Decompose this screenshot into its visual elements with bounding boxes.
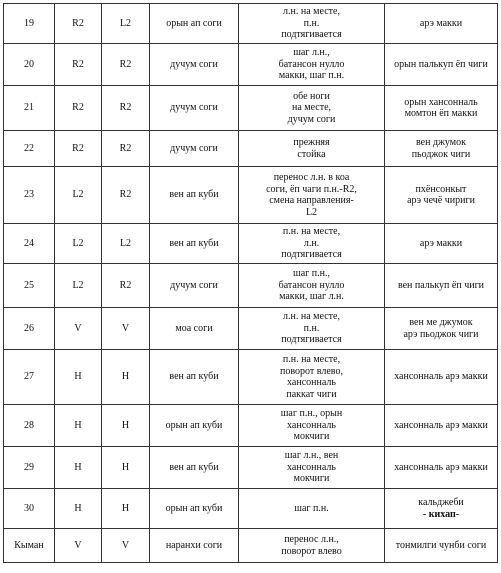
movement-line: перенос л.н.,	[284, 534, 339, 545]
technique-line: пхёнсонкыт	[415, 183, 467, 195]
technique-cell	[385, 447, 498, 489]
movement-line: шаг п.н.,	[293, 268, 330, 280]
direction-start-cell: H	[55, 489, 102, 529]
technique-cell	[385, 489, 498, 529]
movement-cell	[239, 529, 385, 563]
movement-cell	[239, 44, 385, 86]
table-row	[4, 308, 498, 350]
movement-line: л.н.	[303, 237, 320, 249]
movement-line: батансон нулло	[278, 58, 345, 70]
direction-start-cell: L2	[55, 167, 102, 224]
movement-line: мокчиги	[293, 431, 330, 443]
movement-line: п.н. на месте,	[282, 226, 341, 238]
technique-cell	[385, 350, 498, 405]
movement-cell	[239, 405, 385, 447]
technique-line: хансонналь арэ макки	[394, 461, 488, 473]
row-number-cell: 22	[4, 131, 55, 167]
table-row	[4, 86, 498, 131]
technique-line: орын палькуп ёп чиги	[394, 58, 488, 70]
technique-line: пьоджок чиги	[411, 148, 471, 160]
movement-line: хансонналь	[287, 377, 336, 388]
technique-line: арэ макки	[419, 237, 463, 249]
table-row	[4, 447, 498, 489]
direction-end-cell: R2	[102, 131, 150, 167]
movement-line: батансон нулло	[278, 279, 345, 291]
technique-line: арэ чечё чириги	[407, 195, 475, 206]
row-number-cell: Кыман	[4, 529, 55, 563]
table-row	[4, 405, 498, 447]
movement-line: шаг п.н., орын	[280, 408, 343, 420]
movement-line: дучум соги	[287, 113, 336, 125]
technique-cell	[385, 86, 498, 131]
movement-line: л.н. на месте,	[283, 6, 340, 18]
movement-line: п.н.	[303, 322, 320, 334]
movement-cell	[239, 447, 385, 489]
movement-cell	[239, 350, 385, 405]
row-number-cell: 21	[4, 86, 55, 131]
table-row	[4, 350, 498, 405]
row-number-cell: 26	[4, 308, 55, 350]
table-row	[4, 4, 498, 44]
row-number-cell: 27	[4, 350, 55, 405]
movement-line: поворот влево,	[280, 365, 343, 377]
stance-cell: дучум соги	[150, 86, 239, 131]
technique-cell	[385, 44, 498, 86]
direction-end-cell: R2	[102, 167, 150, 224]
table-row	[4, 224, 498, 264]
direction-start-cell: R2	[55, 86, 102, 131]
movement-line: обе ноги	[293, 90, 330, 102]
stance-cell: наранхи соги	[150, 529, 239, 563]
direction-end-cell: L2	[102, 4, 150, 44]
technique-line: вен палькуп ёп чиги	[397, 279, 485, 291]
movement-cell	[239, 167, 385, 224]
table-body	[4, 4, 498, 563]
direction-end-cell: R2	[102, 44, 150, 86]
row-number-cell: 23	[4, 167, 55, 224]
direction-end-cell: R2	[102, 264, 150, 308]
table-row	[4, 44, 498, 86]
direction-end-cell: R2	[102, 86, 150, 131]
movement-line: подтягивается	[281, 29, 342, 41]
movement-line: шаг л.н.,	[293, 47, 330, 59]
technique-line: вен джумок	[415, 137, 466, 148]
movement-line: п.н. на месте,	[282, 354, 341, 365]
movement-cell	[239, 131, 385, 167]
movement-line: макки, шаг п.н.	[278, 70, 345, 82]
movement-line: на месте,	[291, 102, 332, 114]
row-number-cell: 30	[4, 489, 55, 529]
direction-start-cell: L2	[55, 264, 102, 308]
movement-line: стойка	[297, 148, 326, 160]
movement-cell	[239, 4, 385, 44]
movement-line: хансонналь	[287, 419, 336, 431]
direction-end-cell: H	[102, 447, 150, 489]
movement-line: паккат чиги	[286, 388, 337, 400]
direction-end-cell: H	[102, 405, 150, 447]
technique-line: вен ме джумок	[409, 317, 473, 328]
stance-cell: орын ап соги	[150, 4, 239, 44]
movement-line: смена направления-	[269, 195, 354, 206]
stance-cell: орын ап куби	[150, 405, 239, 447]
row-number-cell: 19	[4, 4, 55, 44]
stance-cell: дучум соги	[150, 44, 239, 86]
movement-line: соги, ёп чаги п.н.-R2,	[266, 183, 357, 195]
technique-cell	[385, 405, 498, 447]
technique-line: арэ макки	[419, 17, 463, 29]
direction-start-cell: V	[55, 529, 102, 563]
direction-start-cell: H	[55, 350, 102, 405]
table-row	[4, 131, 498, 167]
technique-cell	[385, 224, 498, 264]
stance-cell: вен ап куби	[150, 167, 239, 224]
direction-end-cell: L2	[102, 224, 150, 264]
technique-cell	[385, 131, 498, 167]
movement-cell	[239, 224, 385, 264]
technique-line: тонмилги чунби соги	[395, 539, 487, 551]
technique-line: момтон ёп макки	[404, 108, 478, 119]
movement-line: поворот влево	[281, 545, 342, 557]
technique-line: кальджеби	[418, 497, 464, 508]
movement-line: L2	[305, 206, 318, 218]
direction-end-cell: V	[102, 529, 150, 563]
movement-line: прежняя	[293, 137, 330, 148]
movement-line: макки, шаг л.н.	[279, 291, 344, 303]
movement-table	[3, 3, 498, 563]
stance-cell: дучум соги	[150, 264, 239, 308]
direction-start-cell: V	[55, 308, 102, 350]
movement-cell	[239, 86, 385, 131]
movement-line: мокчиги	[293, 473, 330, 485]
direction-end-cell: H	[102, 350, 150, 405]
movement-line: л.н. на месте,	[283, 311, 340, 323]
direction-start-cell: R2	[55, 4, 102, 44]
movement-line: шаг л.н., вен	[284, 450, 339, 462]
movement-cell	[239, 308, 385, 350]
movement-line: хансонналь	[287, 461, 336, 473]
technique-line: хансонналь арэ макки	[394, 371, 488, 383]
table-row	[4, 489, 498, 529]
kihap-label: - кихап-	[422, 508, 460, 520]
technique-cell	[385, 308, 498, 350]
stance-cell: вен ап куби	[150, 224, 239, 264]
movement-line: перенос л.н. в коа	[273, 172, 350, 183]
direction-end-cell: H	[102, 489, 150, 529]
table-row	[4, 264, 498, 308]
direction-start-cell: L2	[55, 224, 102, 264]
movement-line: шаг п.н.	[294, 502, 329, 514]
row-number-cell: 25	[4, 264, 55, 308]
direction-start-cell: R2	[55, 44, 102, 86]
row-number-cell: 24	[4, 224, 55, 264]
stance-cell: вен ап куби	[150, 447, 239, 489]
technique-cell	[385, 264, 498, 308]
direction-start-cell: R2	[55, 131, 102, 167]
direction-start-cell: H	[55, 447, 102, 489]
stance-cell: дучум соги	[150, 131, 239, 167]
movement-line: подтягивается	[281, 249, 342, 261]
direction-start-cell: H	[55, 405, 102, 447]
technique-cell	[385, 167, 498, 224]
movement-line: подтягивается	[281, 334, 342, 346]
stance-cell: вен ап куби	[150, 350, 239, 405]
table-row	[4, 529, 498, 563]
movement-cell	[239, 489, 385, 529]
technique-line: хансонналь арэ макки	[394, 419, 488, 431]
direction-end-cell: V	[102, 308, 150, 350]
row-number-cell: 29	[4, 447, 55, 489]
row-number-cell: 20	[4, 44, 55, 86]
table-row	[4, 167, 498, 224]
technique-cell	[385, 4, 498, 44]
technique-cell	[385, 529, 498, 563]
technique-line: арэ пьоджок чиги	[403, 328, 479, 340]
movement-line: п.н.	[303, 17, 320, 29]
movement-cell	[239, 264, 385, 308]
stance-cell: моа соги	[150, 308, 239, 350]
technique-line: орын хансонналь	[404, 96, 478, 108]
stance-cell: орын ап куби	[150, 489, 239, 529]
row-number-cell: 28	[4, 405, 55, 447]
